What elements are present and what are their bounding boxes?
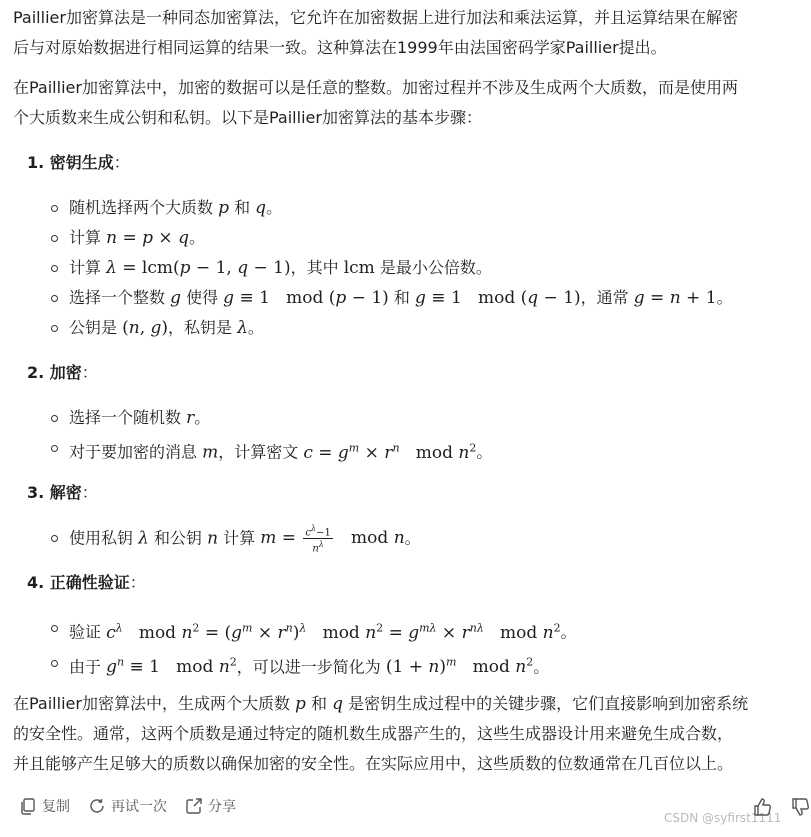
thumbs-down-icon[interactable] — [790, 796, 811, 818]
encrypt-list — [51, 403, 492, 468]
list-item: 选择一个整数 g 使得 g ≡ 1 mod (p − 1) 和 g ≡ 1 mod (q − 1)，通常 g = n + 1。 — [51, 283, 733, 313]
copy-button[interactable]: 复制 — [19, 796, 70, 816]
refresh-icon — [88, 797, 106, 815]
thumbs-up-icon[interactable] — [752, 796, 774, 818]
watermark: CSDN @syfirst1111 — [664, 811, 782, 825]
section-title-encrypt: 2. 加密： — [27, 363, 98, 382]
list-item: 随机选择两个大质数 p 和 q。 — [51, 193, 733, 223]
list-item: 由于 $g^n \equiv 1$ mod $n^2$，可以进一步简化为 $(1 + n)^m$ mod $n^2$。 — [51, 648, 577, 683]
share-icon — [185, 797, 203, 815]
list-item: 公钥是 (n, g)，私钥是 λ。 — [51, 313, 733, 343]
feedback-buttons — [752, 796, 811, 818]
section-title-keygen: 1. 密钥生成： — [27, 153, 130, 172]
outro-paragraph: 在Paillier加密算法中，生成两个大质数 p 和 q 是密钥生成过程中的关键步骤，它们直接影响到加密系统 的安全性。通常，这两个质数是通过特定的随机数生成器产生的，这些生成器设计用来避免生成合数， 并且能够产生足够大的质数以确保加密的安全性。在实际应用中，这些质数的位数通常在几百位以上。 — [13, 694, 749, 773]
retry-button[interactable]: 再试一次 — [88, 796, 167, 816]
share-button[interactable]: 分享 — [185, 796, 236, 816]
intro-paragraph-2: 在Paillier加密算法中，加密的数据可以是任意的整数。加密过程并不涉及生成两个大质数，而是使用两 个大质数来生成公钥和私钥。以下是Paillier加密算法的基本步骤： — [13, 78, 738, 127]
list-item: 计算 λ = lcm(p − 1, q − 1)，其中 lcm 是最小公倍数。 — [51, 253, 733, 283]
verify-list — [51, 613, 577, 682]
list-item: 验证 $c^\lambda$ mod $n^2 = (g^m \times r^n)^\lambda$ mod $n^2 = g^{m\lambda} \times r^{n\lambda}$ mod $n^2$。 — [51, 613, 577, 648]
list-item: 对于要加密的消息 m，计算密文 $c = g^m \times r^n$ mod $n^2$。 — [51, 433, 492, 468]
section-title-decrypt: 3. 解密： — [27, 483, 98, 502]
action-bar — [19, 796, 236, 816]
list-item: 使用私钥 λ 和公钥 n 计算 m = $\frac{c^\lambda-1}{n^\lambda}$ mod n。 — [51, 523, 421, 555]
keygen-list — [51, 193, 733, 343]
intro-paragraph: Paillier加密算法是一种同态加密算法，它允许在加密数据上进行加法和乘法运算，并且运算结果在解密 后与对原始数据进行相同运算的结果一致。这种算法在1999年由法国密码学家Paillier提出。 — [13, 8, 738, 57]
list-item: 选择一个随机数 r。 — [51, 403, 492, 433]
copy-icon — [19, 797, 37, 815]
section-title-verify: 4. 正确性验证： — [27, 573, 146, 592]
decrypt-list — [51, 523, 421, 555]
list-item: 计算 n = p × q。 — [51, 223, 733, 253]
